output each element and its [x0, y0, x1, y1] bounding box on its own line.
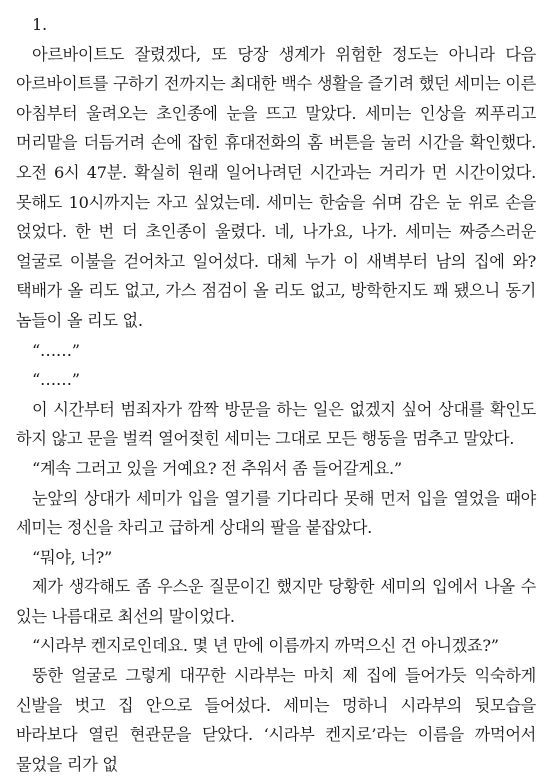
paragraph-narration-question: 제가 생각해도 좀 우스운 질문이긴 했지만 당황한 세미의 입에서 나올 수 있는 나름대로 최선의 말이었다. — [16, 577, 536, 626]
paragraph-narration-wakeup: 아르바이트도 잘렸겠다, 또 당장 생계가 위험한 정도는 아니라 다음 아르바이트를 구하기 전까지는 최대한 백수 생활을 즐기려 했던 세미는 이른 아침부터 울려오는 초인종에 눈을 뜨고 말았다. 세미는 인상을 찌푸리고 머리맡을 더듬거려 손에 잡힌 휴대전화의 홈 버튼을 눌러 시간을 확인했다. 오전 6시 47분. 확실히 원래 일어나려던 시간과는 거리가 먼 시간이었다. 못해도 10시까지는 자고 싶었는데. 세미는 한숨을 쉬며 감은 눈 위로 손을 얹었다. 한 번 더 초인종이 울렸다. 네, 나가요, 나가. 세미는 짜증스러운 얼굴로 이불을 걷어차고 일어섰다. 대체 누가 이 새벽부터 남의 집에 와? 택배가 올 리도 없고, 가스 점검이 올 리도 없고, 방학한지도 꽤 됐으니 동기 놈들이 올 리도 없. — [16, 44, 536, 330]
paragraph-narration-door: 이 시간부터 범죄자가 깜짝 방문을 하는 일은 없겠지 싶어 상대를 확인도 하지 않고 문을 벌컥 열어젖힌 세미는 그대로 모든 행동을 멈추고 말았다. — [16, 399, 536, 449]
chapter-number: 1. — [32, 15, 47, 34]
paragraph-narration-enter: 뚱한 얼굴로 그렇게 대꾸한 시라부는 마치 제 집에 들어가듯 익숙하게 신발을 벗고 집 안으로 들어섰다. 세미는 멍하니 시라부의 뒷모습을 바라보다 열린 현관문을 닫았다. ‘시라부 켄지로’라는 이름을 까먹어서 물었을 리가 없 — [16, 666, 536, 774]
paragraph-narration-grab: 눈앞의 상대가 세미가 입을 열기를 기다리다 못해 먼저 입을 열었을 때야 세미는 정신을 차리고 급하게 상대의 팔을 붙잡았다. — [16, 488, 536, 538]
paragraph-dialogue-silence-1: “……” — [32, 340, 80, 360]
paragraph-dialogue-silence-2: “……” — [32, 370, 80, 390]
paragraph-dialogue-cold: “계속 그러고 있을 거예요? 전 추워서 좀 들어갈게요.” — [32, 458, 402, 478]
paragraph-dialogue-name: “시라부 켄지로인데요. 몇 년 만에 이름까지 까먹으신 건 아니겠죠?” — [32, 636, 499, 656]
paragraph-dialogue-who: “뭐야, 너?” — [32, 547, 113, 567]
